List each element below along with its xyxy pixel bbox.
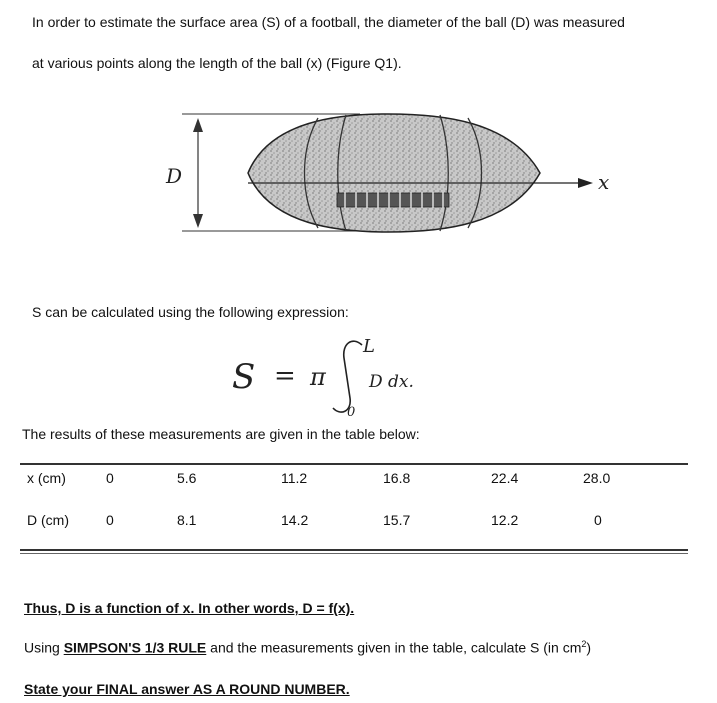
formula-equals: = (274, 361, 296, 391)
d-value-0: 0 (106, 512, 114, 528)
simpson-instruction (24, 639, 591, 656)
d-header: D (cm) (27, 512, 69, 528)
expression-intro: S can be calculated using the following expression: (32, 304, 349, 320)
d-label: D (166, 164, 183, 188)
x-value-5: 28.0 (583, 470, 611, 486)
d-value-4: 12.2 (491, 512, 519, 528)
d-value-1: 8.1 (177, 512, 197, 528)
d-value-5: 0 (594, 512, 602, 528)
x-value-4: 22.4 (491, 470, 519, 486)
arrow-up-icon (193, 118, 203, 132)
formula-lhs: S (232, 357, 256, 397)
simpson-suffix: and the measurements given in the table, calculate S (in cm (206, 639, 582, 656)
intro-line-2: at various points along the length of the ball (x) (Figure Q1). (32, 55, 402, 71)
formula-lower-limit: 0 (347, 405, 356, 420)
simpson-superscript: 2 (581, 639, 587, 649)
x-value-3: 16.8 (383, 470, 411, 486)
intro-line-1: In order to estimate the surface area (S) of a football, the diameter of the ball (D) was measured (32, 14, 625, 30)
x-value-2: 11.2 (281, 470, 308, 486)
table-top-rule (20, 463, 688, 465)
arrow-down-icon (193, 214, 203, 228)
x-label: x (598, 170, 610, 194)
final-answer-instruction: State your FINAL answer AS A ROUND NUMBER. (24, 681, 350, 697)
laces (337, 193, 449, 207)
results-intro: The results of these measurements are given in the table below: (22, 426, 420, 442)
table-bottom-rule (20, 549, 688, 551)
x-header: x (cm) (27, 470, 66, 486)
integral-sign (333, 341, 362, 412)
simpson-prefix: Using (24, 639, 64, 656)
formula-pi: π (310, 363, 326, 391)
table-bottom-rule-thin (20, 553, 688, 554)
d-value-2: 14.2 (281, 512, 309, 528)
x-value-0: 0 (106, 470, 114, 486)
simpson-rule: SIMPSON'S 1/3 RULE (63, 639, 207, 656)
formula-upper-limit: L (363, 336, 375, 357)
formula-integrand: D dx. (369, 372, 414, 392)
football-body (248, 114, 540, 232)
d-value-3: 15.7 (383, 512, 411, 528)
function-statement: Thus, D is a function of x. In other words, D = f(x). (24, 600, 355, 616)
x-value-1: 5.6 (177, 470, 197, 486)
x-axis-arrow-icon (578, 178, 593, 188)
simpson-close: ) (586, 639, 592, 656)
